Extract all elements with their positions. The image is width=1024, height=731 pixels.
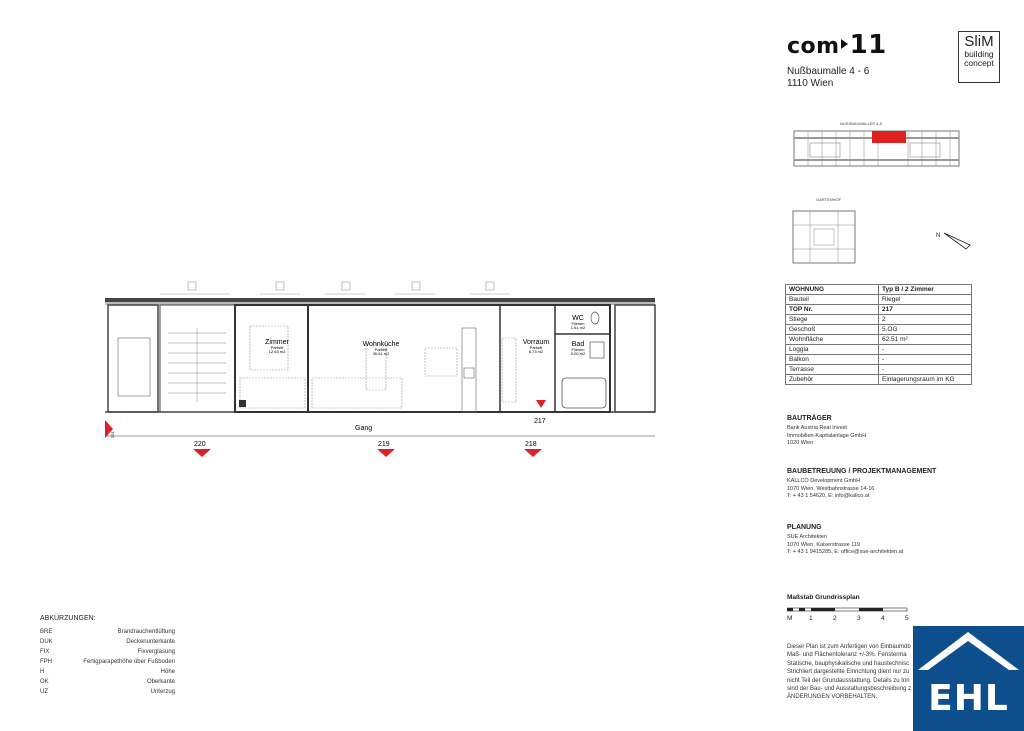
unit-number: 217 — [534, 418, 546, 425]
abbreviation-key: BRE — [40, 629, 53, 635]
abbreviation-item — [40, 679, 175, 685]
logo-prefix: com — [787, 34, 840, 59]
scale-bar-segment — [859, 608, 883, 611]
unit-number: 219 — [378, 441, 390, 448]
scale-bar-segment — [811, 608, 835, 611]
section-title-planung: PLANUNG — [787, 524, 822, 531]
table-value: 217 — [879, 305, 972, 315]
room-name-wc: WC — [572, 315, 584, 322]
table-row — [786, 325, 972, 335]
site-plan — [780, 115, 980, 275]
sink-icon — [590, 342, 604, 358]
room-name-vorraum: Vorraum — [522, 339, 550, 346]
unit-number: 218 — [525, 441, 537, 448]
highlighted-unit — [872, 131, 906, 143]
room-area: 1.61 m2 — [570, 325, 586, 330]
table-key: Stiege — [786, 315, 879, 325]
room-name-bad: Bad — [571, 341, 585, 348]
room-name-zimmer: Zimmer — [265, 339, 289, 346]
scale-bar — [787, 606, 912, 614]
shaft — [239, 400, 246, 407]
abbreviation-item — [40, 629, 175, 635]
unit-outline — [235, 305, 610, 412]
scale-bar-segment — [787, 608, 793, 611]
room-area: 5.00 m2 — [570, 351, 586, 356]
scale-label: 4 — [881, 615, 885, 622]
abbreviation-item — [40, 649, 175, 655]
section-line: 1070 Wien, Kaiserstrasse 119 — [787, 541, 860, 548]
table-row — [786, 345, 972, 355]
section-line: T: + 43 1 9415285, E: office@sue-architekten.at — [787, 549, 904, 555]
court-label: GARTENHOF — [816, 197, 842, 202]
slim-line-2: building — [964, 49, 994, 59]
address-line-1: Nußbaumalle 4 - 6 — [787, 66, 870, 77]
scale-label: 5 — [905, 615, 909, 622]
unit-table-header — [786, 285, 972, 295]
table-value: 62.51 m² — [879, 335, 972, 345]
disclaimer — [787, 643, 922, 702]
section-line: Immobilien-Kapitalanlage GmbH — [787, 432, 867, 439]
scale-bar-segment — [799, 608, 805, 611]
room-floor: Fliesen — [571, 347, 585, 352]
table-value: - — [879, 355, 972, 365]
address-line-2: 1110 Wien — [787, 78, 834, 89]
facade-wall — [105, 298, 655, 302]
abbreviation-value: Unterzug — [150, 689, 175, 695]
table-value: - — [879, 365, 972, 375]
neighbor-number: 221 — [110, 431, 115, 438]
abbreviation-key: UZ — [40, 689, 48, 695]
table-value: Riegel — [879, 295, 972, 305]
unit-marker-icon — [524, 449, 542, 457]
section-title-bautraeger: BAUTRÄGER — [787, 415, 832, 422]
abbreviation-item — [40, 689, 175, 695]
slim-badge — [958, 31, 1000, 83]
entrance-marker-icon — [536, 400, 546, 408]
abbreviation-value: Oberkante — [146, 679, 175, 685]
room-area: 36.61 m2 — [372, 351, 390, 356]
elevator — [118, 338, 150, 396]
table-row — [786, 335, 972, 345]
street-label: NUSSBAUMALLEE 4-6 — [840, 121, 883, 126]
table-key: Loggia — [786, 345, 879, 355]
room-floor: Parkett — [374, 347, 388, 352]
room-floor: Fliesen — [571, 321, 585, 326]
abbreviation-key: DUK — [40, 639, 53, 645]
project-logo — [787, 30, 887, 60]
unit-table — [785, 284, 972, 385]
disclaimer-line: Maß- und Flächentoleranz +/-3%. Fensterma — [787, 652, 907, 659]
abbreviation-value: Fixverglasung — [137, 649, 175, 655]
abbreviation-key: FIX — [40, 649, 50, 655]
table-value: 5.OG — [879, 325, 972, 335]
north-label: N — [936, 233, 941, 239]
abbreviations-title: ABKÜRZUNGEN: — [40, 615, 96, 622]
table-value: 2 — [879, 315, 972, 325]
abbreviation-item — [40, 639, 175, 645]
disclaimer-line: Statische, bauphysikalische und haustechnisc — [787, 660, 910, 667]
key-plan-core — [810, 143, 840, 157]
key-plan-core — [910, 143, 940, 157]
table-value: - — [879, 345, 972, 355]
scale-label: 2 — [833, 615, 837, 622]
corridor-label: Gang — [355, 425, 373, 432]
bathtub-icon — [562, 378, 606, 408]
abbreviation-key: OK — [40, 679, 49, 685]
abbreviation-value: Brandrauchentlüftung — [117, 629, 175, 635]
table-row — [786, 365, 972, 375]
table-key: Zubehör — [786, 375, 879, 385]
north-arrow-icon — [944, 233, 970, 249]
disclaimer-line: ÄNDERUNGEN VORBEHALTEN. — [787, 694, 878, 701]
table-row — [786, 375, 972, 385]
table-row — [786, 355, 972, 365]
ehl-logo — [913, 626, 1024, 731]
room-floor: Parkett — [270, 345, 284, 350]
logo-number: 11 — [849, 30, 887, 60]
abbreviation-key: FPH — [40, 659, 52, 665]
stove-icon — [464, 368, 474, 378]
floor-plan — [100, 278, 660, 463]
staircase — [160, 305, 235, 412]
key-plan-tower-partitions — [793, 211, 855, 263]
key-plan-tower — [793, 211, 855, 263]
table-key: Wohnfläche — [786, 335, 879, 345]
scale-label: 1 — [809, 615, 813, 622]
disclaimer-line: Dieser Plan ist zum Anfertigen von Einbaumöb — [787, 644, 911, 650]
unit-marker-icon — [377, 449, 395, 457]
abbreviation-item — [40, 669, 175, 675]
section-line: Bank Austria Real Invest — [787, 425, 847, 431]
section-line: SUE Architekten — [787, 534, 828, 540]
abbreviation-key: H — [40, 669, 45, 675]
room-floor: Parkett — [529, 345, 543, 350]
scale-title: Maßstab Grundrissplan — [787, 594, 860, 601]
section-body-planung — [787, 534, 903, 557]
section-title-baubetreuung: BAUBETREUUNG / PROJEKTMANAGEMENT — [787, 468, 937, 475]
table-value: Typ B / 2 Zimmer — [879, 285, 972, 295]
slim-line-3: concept — [964, 58, 994, 68]
abbreviation-value: Höhe — [160, 669, 175, 675]
key-plan-wall — [794, 159, 959, 161]
scale-label: 3 — [857, 615, 861, 622]
table-key: Balkon — [786, 355, 879, 365]
table-key: Terrasse — [786, 365, 879, 375]
section-line: 1020 Wien — [787, 440, 814, 446]
table-row — [786, 315, 972, 325]
window-markers — [160, 282, 510, 294]
toilet-icon — [591, 312, 599, 324]
section-body-baubetreuung — [787, 478, 874, 501]
room-area: 12.63 m2 — [268, 349, 286, 354]
table-key: Geschoß — [786, 325, 879, 335]
table-key: WOHNUNG — [786, 285, 879, 295]
play-triangle-icon — [841, 39, 848, 49]
room-name-wohnkueche: Wohnküche — [362, 341, 400, 348]
stair-treads — [168, 328, 226, 402]
section-line: 1070 Wien, Westbahnstrasse 14-16 — [787, 485, 875, 492]
disclaimer-line: nicht Teil der Grundausstattung. Details zu Inn — [787, 677, 910, 684]
table-row — [786, 295, 972, 305]
table-value: Einlagerungsraum im KG — [879, 375, 972, 385]
room-area: 6.73 m2 — [528, 349, 544, 354]
unit-number: 220 — [194, 441, 206, 448]
unit-marker-icon — [193, 449, 211, 457]
abbreviation-value: Deckenunterkante — [126, 639, 175, 645]
ehl-wordmark: EHL — [928, 678, 1009, 719]
disclaimer-line: sind der Bau- und Ausstattungsbeschreibung z — [787, 686, 912, 693]
section-body-bautraeger — [787, 425, 866, 448]
abbreviation-item — [40, 659, 175, 665]
table-key: Bauteil — [786, 295, 879, 305]
section-line: T: + 43 1 54620, E: info@kallco.at — [787, 493, 870, 499]
scale-label: M — [787, 615, 793, 622]
table-key: TOP Nr. — [786, 305, 879, 315]
section-line: KALLCO Development GmbH — [787, 478, 861, 484]
disclaimer-line: Strichliert dargestellte Einrichtung dient nur zu — [787, 669, 910, 676]
abbreviation-value: Fertigparapethöhe über Fußboden — [83, 659, 175, 665]
table-row — [786, 305, 972, 315]
slim-title: SliM — [964, 33, 994, 50]
neighbor-unit — [615, 305, 655, 412]
